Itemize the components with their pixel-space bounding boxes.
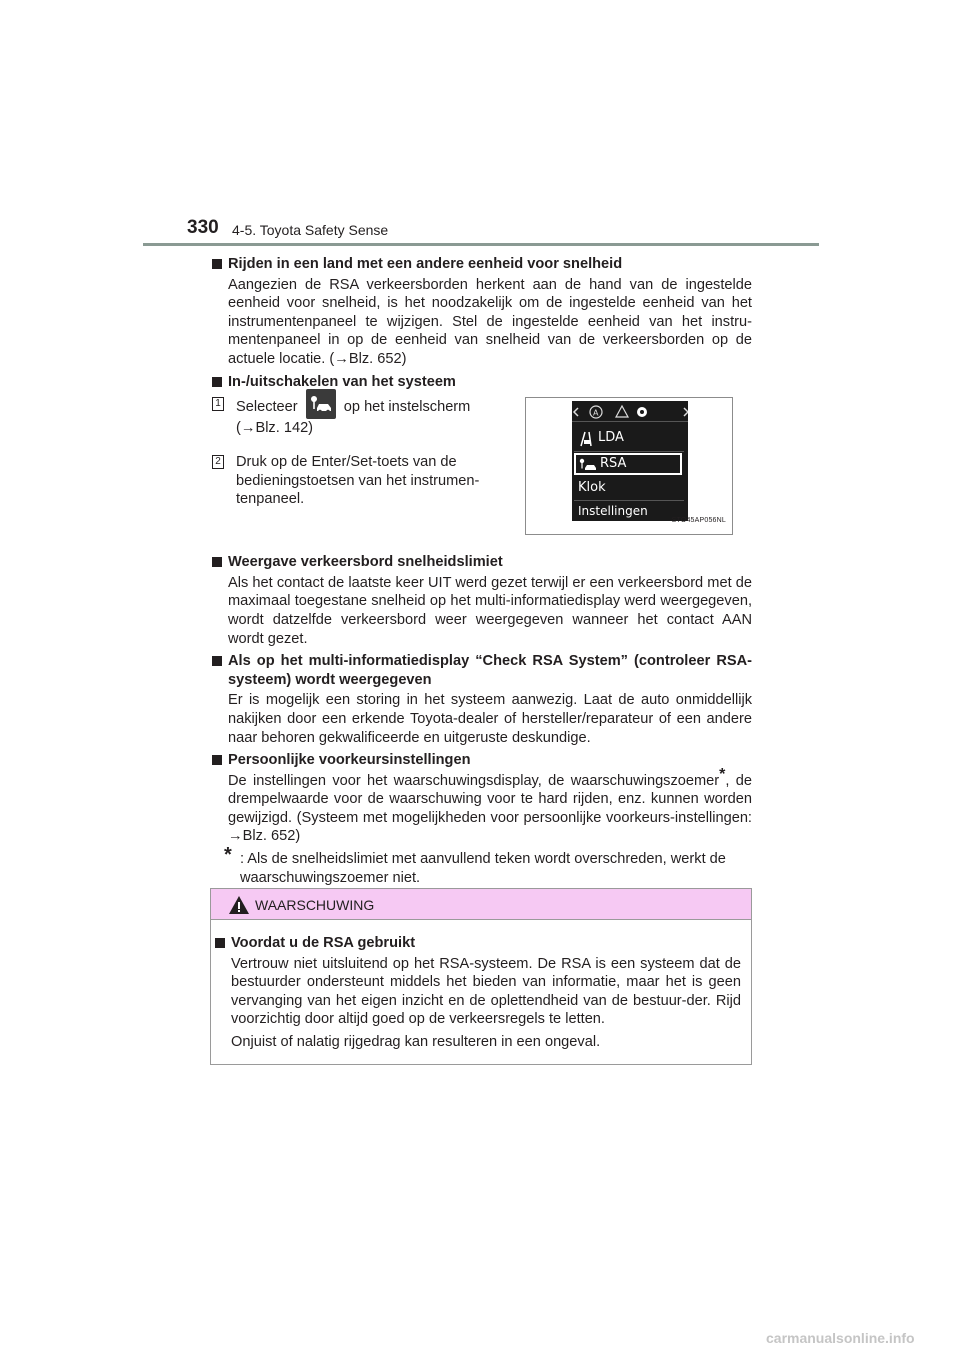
paragraph: Als het contact de laatste keer UIT werd gezet terwijl er een verkeersbord met de maximaal toegestane snelheid op het multi-informatiedisplay werd weergegeven, wordt datzelfde verkeersbord weer weergegeven wanneer het contact AAN wordt gezet. <box>228 574 752 647</box>
section-title: In-/uitschakelen van het systeem <box>212 373 752 392</box>
svg-text:A: A <box>593 408 599 418</box>
menu-item-rsa[interactable]: RSA <box>574 453 682 475</box>
section-speed-sign-display <box>212 553 752 648</box>
warning-label: WAARSCHUWING <box>255 897 375 913</box>
multi-info-display <box>572 401 688 521</box>
step-1: 1 Selecteer op het instelscherm (→Blz. 142) <box>212 395 502 438</box>
warning-title: Voordat u de RSA gebruikt <box>215 934 741 953</box>
section-on-off <box>212 373 752 392</box>
section-body <box>212 765 753 846</box>
square-bullet-icon <box>212 259 222 269</box>
paragraph: Onjuist of nalatig rijgedrag kan resulteren in een ongeval. <box>231 1033 601 1050</box>
watermark: carmanualsonline.info <box>766 1330 915 1346</box>
warning-text <box>215 955 741 1052</box>
footnote-star: * <box>224 844 232 867</box>
paragraph: Aangezien de RSA verkeersborden herkent aan de hand van de ingestelde eenheid voor snelheid, is het noodzakelijk om de ingestelde eenheid van het instrumentenpaneel te wijzigen. Stel de ingestelde eenheid van het instru-mentenpaneel in op de eenheid van snelheid van de verkeersborden op de actuele locatie. (→Blz. 652) <box>228 276 752 367</box>
main-content <box>212 255 752 887</box>
square-bullet-icon <box>212 656 222 666</box>
paragraph: De instellingen voor het waarschuwingsdisplay, de waarschuwingszoemer*, de drempelwaarde voor de waarschuwing voor te hard rijden, enz. kunnen worden gewijzigd. (Systeem met mogelijkheden voor persoonlijke voorkeurs-instellingen: →Blz. 652) <box>228 765 753 845</box>
section-body <box>212 691 752 747</box>
section-title: Weergave verkeersbord snelheidslimiet <box>212 553 752 572</box>
paragraph: Er is mogelijk een storing in het systeem aanwezig. Laat de auto onmiddellijk nakijken door een erkende Toyota-dealer of hersteller/reparateur of een andere naar behoren gekwalificeerde en uitgeruste deskundige. <box>228 692 752 746</box>
section-title: Persoonlijke voorkeursinstellingen <box>212 751 752 770</box>
lda-icon <box>577 428 597 448</box>
step-number: 1 <box>212 397 224 411</box>
warning-body <box>211 920 751 1052</box>
rsa-car-icon <box>578 455 598 473</box>
section-personal-settings <box>212 751 752 846</box>
section-speed-unit <box>212 255 752 369</box>
header-rule <box>143 243 819 246</box>
square-bullet-icon <box>212 755 222 765</box>
warning-icon <box>228 895 250 915</box>
menu-item-instellingen[interactable]: Instellingen <box>578 504 648 518</box>
warning-header <box>211 889 751 920</box>
display-topbar <box>572 401 688 423</box>
menu-item-lda[interactable]: LDA <box>574 427 682 449</box>
step-2: 2 Druk op de Enter/Set-toets van de bedieningstoetsen van het instrumen-tenpaneel. <box>212 453 502 509</box>
square-bullet-icon <box>215 938 225 948</box>
square-bullet-icon <box>212 557 222 567</box>
display-illustration <box>525 397 733 535</box>
menu-item-klok[interactable]: Klok <box>578 480 606 495</box>
page-number: 330 <box>187 217 219 238</box>
section-title: Rijden in een land met een andere eenheid voor snelheid <box>212 255 752 274</box>
section-title: Als op het multi-informatiedisplay “Check RSA System” (controleer RSA-systeem) wordt weergegeven <box>212 652 752 689</box>
paragraph: Vertrouw niet uitsluitend op het RSA-systeem. De RSA is een systeem dat de bestuurder ondersteunt middels het bieden van informatie, maar het is geen vervanging van het eigen inzicht en de oplettendheid van de bestuur-der. Rijd voorzichtig door altijd goed op de verkeersregels te letten. <box>231 955 741 1028</box>
section-body <box>212 574 752 648</box>
section-body <box>212 276 752 369</box>
rsa-car-icon <box>306 389 336 419</box>
image-code: STO45AP056NL <box>671 517 726 525</box>
section-check-rsa <box>212 652 752 747</box>
chapter-title: 4-5. Toyota Safety Sense <box>232 222 389 238</box>
warning-box <box>210 888 752 1065</box>
step-number: 2 <box>212 455 224 469</box>
footnote: * : Als de snelheidslimiet met aanvullend teken wordt overschreden, werkt de waarschuwingszoemer niet. <box>224 844 726 886</box>
square-bullet-icon <box>212 377 222 387</box>
